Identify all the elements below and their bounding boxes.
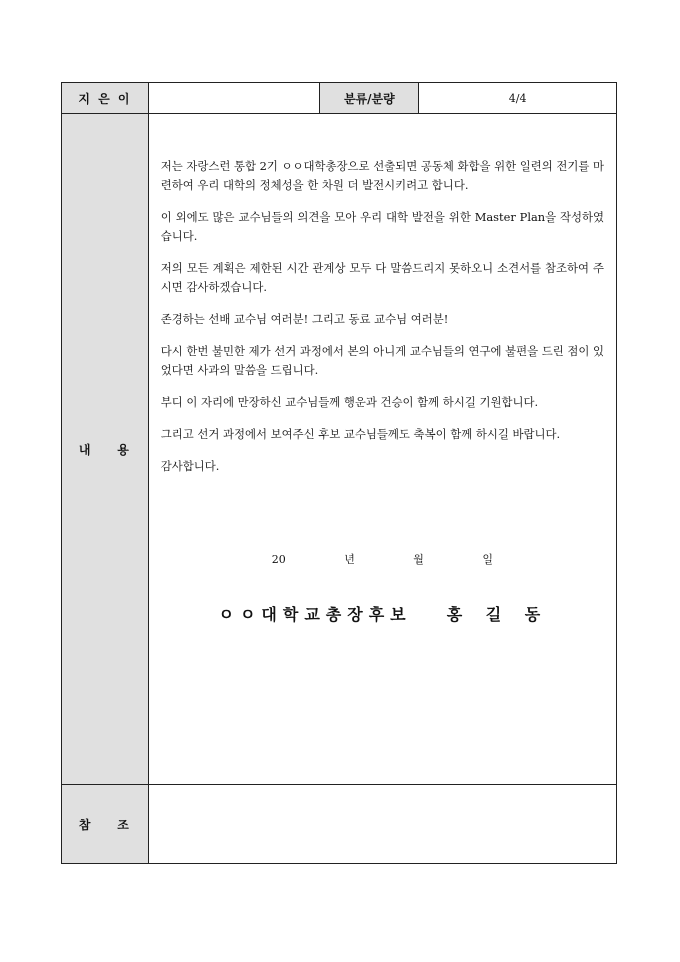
paragraph-5: 다시 한번 불민한 제가 선거 과정에서 본의 아니게 교수님들의 연구에 불편을 드린 점이 있었다면 사과의 말씀을 드립니다.: [160, 344, 604, 377]
date-line: 20 년 월 일: [271, 553, 494, 566]
paragraph-1: 저는 자랑스런 통합 2기 ㅇㅇ대학총장으로 선출되면 공동체 화합을 위한 일련의 전기를 마련하여 우리 대학의 정체성을 한 차원 더 발전시키려고 합니다.: [160, 159, 604, 192]
author-label: 지 은 이: [62, 83, 149, 114]
content-row: [62, 114, 617, 785]
reference-row: [62, 785, 617, 864]
paragraph-4: 존경하는 선배 교수님 여러분! 그리고 동료 교수님 여러분!: [160, 312, 449, 326]
document-form: [61, 82, 617, 864]
category-value: 4/4: [419, 83, 617, 114]
paragraph-3: 저의 모든 계획은 제한된 시간 관계상 모두 다 말씀드리지 못하오니 소견서를 참조하여 주시면 감사하겠습니다.: [160, 261, 604, 294]
paragraph-2: 이 외에도 많은 교수님들의 의견을 모아 우리 대학 발전을 위한 Master Plan을 작성하였습니다.: [160, 210, 604, 243]
reference-value: [148, 785, 616, 864]
paragraph-6: 부디 이 자리에 만장하신 교수님들께 행운과 건승이 함께 하시길 기원합니다.: [160, 395, 539, 409]
paragraph-8: 감사합니다.: [160, 459, 220, 473]
reference-label: 참 조: [62, 785, 149, 864]
content-cell: [148, 114, 616, 785]
category-label: 분류/분량: [320, 83, 419, 114]
signature: ㅇㅇ대학교총장후보 홍 길 동: [218, 605, 547, 624]
paragraph-7: 그리고 선거 과정에서 보여주신 후보 교수님들께도 축복이 함께 하시길 바랍니다.: [160, 427, 561, 441]
header-row: [62, 83, 617, 114]
author-value: [148, 83, 320, 114]
content-label: 내 용: [62, 114, 149, 785]
content-body: [149, 114, 616, 624]
